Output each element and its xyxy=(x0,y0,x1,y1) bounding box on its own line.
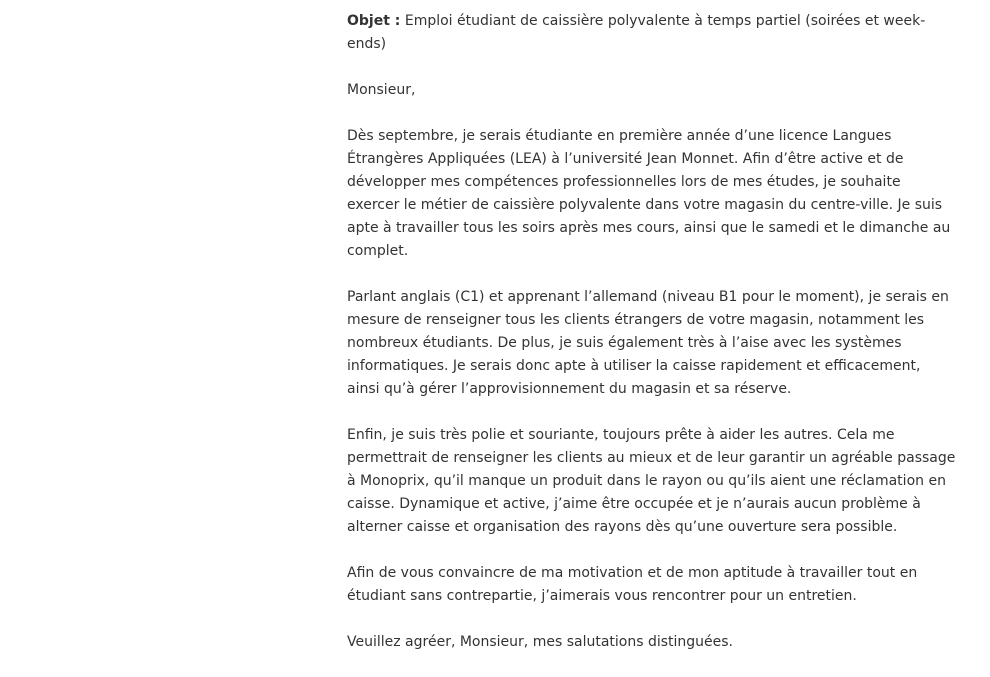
cover-letter xyxy=(347,10,957,677)
subject-label: Objet : xyxy=(347,13,401,29)
subject-line xyxy=(347,10,957,56)
salutation: Monsieur, xyxy=(347,82,416,98)
paragraph-languages: Parlant anglais (C1) et apprenant l’allemand (niveau B1 pour le moment), je serais en mesure de renseigner tous les clients étrangers de votre magasin, notamment les nombreux étudiants. De plus, je suis également très à l’aise avec les systèmes informatiques. Je serais donc apte à utiliser la caisse rapidement et efficacement, ainsi qu’à gérer l’approvisionnement du magasin et sa réserve. xyxy=(347,289,949,397)
paragraph-interview-request: Afin de vous convaincre de ma motivation et de mon aptitude à travailler tout en étudiant sans contrepartie, j’aimerais vous rencontrer pour un entretien. xyxy=(347,565,918,604)
paragraph-qualities: Enfin, je suis très polie et souriante, toujours prête à aider les autres. Cela me permettrait de renseigner les clients au mieux et de leur garantir un agréable passage à Monoprix, qu’il manque un produit dans le rayon ou qu’ils aient une réclamation en caisse. Dynamique et active, j’aime être occupée et je n’aurais aucun problème à alterner caisse et organisation des rayons dès qu’une ouverture sera possible. xyxy=(347,427,956,535)
paragraph-availability: Dès septembre, je serais étudiante en première année d’une licence Langues Étrangères Appliquées (LEA) à l’université Jean Monnet. Afin d’être active et de développer mes compétences professionnelles lors de mes études, je souhaite exercer le métier de caissière polyvalente dans votre magasin du centre-ville. Je suis apte à travailler tous les soirs après mes cours, ainsi que le samedi et le dimanche au complet. xyxy=(347,128,951,259)
closing-formula: Veuillez agréer, Monsieur, mes salutations distinguées. xyxy=(347,634,734,650)
subject-text: Emploi étudiant de caissière polyvalente à temps partiel (soirées et week-ends) xyxy=(347,13,926,52)
